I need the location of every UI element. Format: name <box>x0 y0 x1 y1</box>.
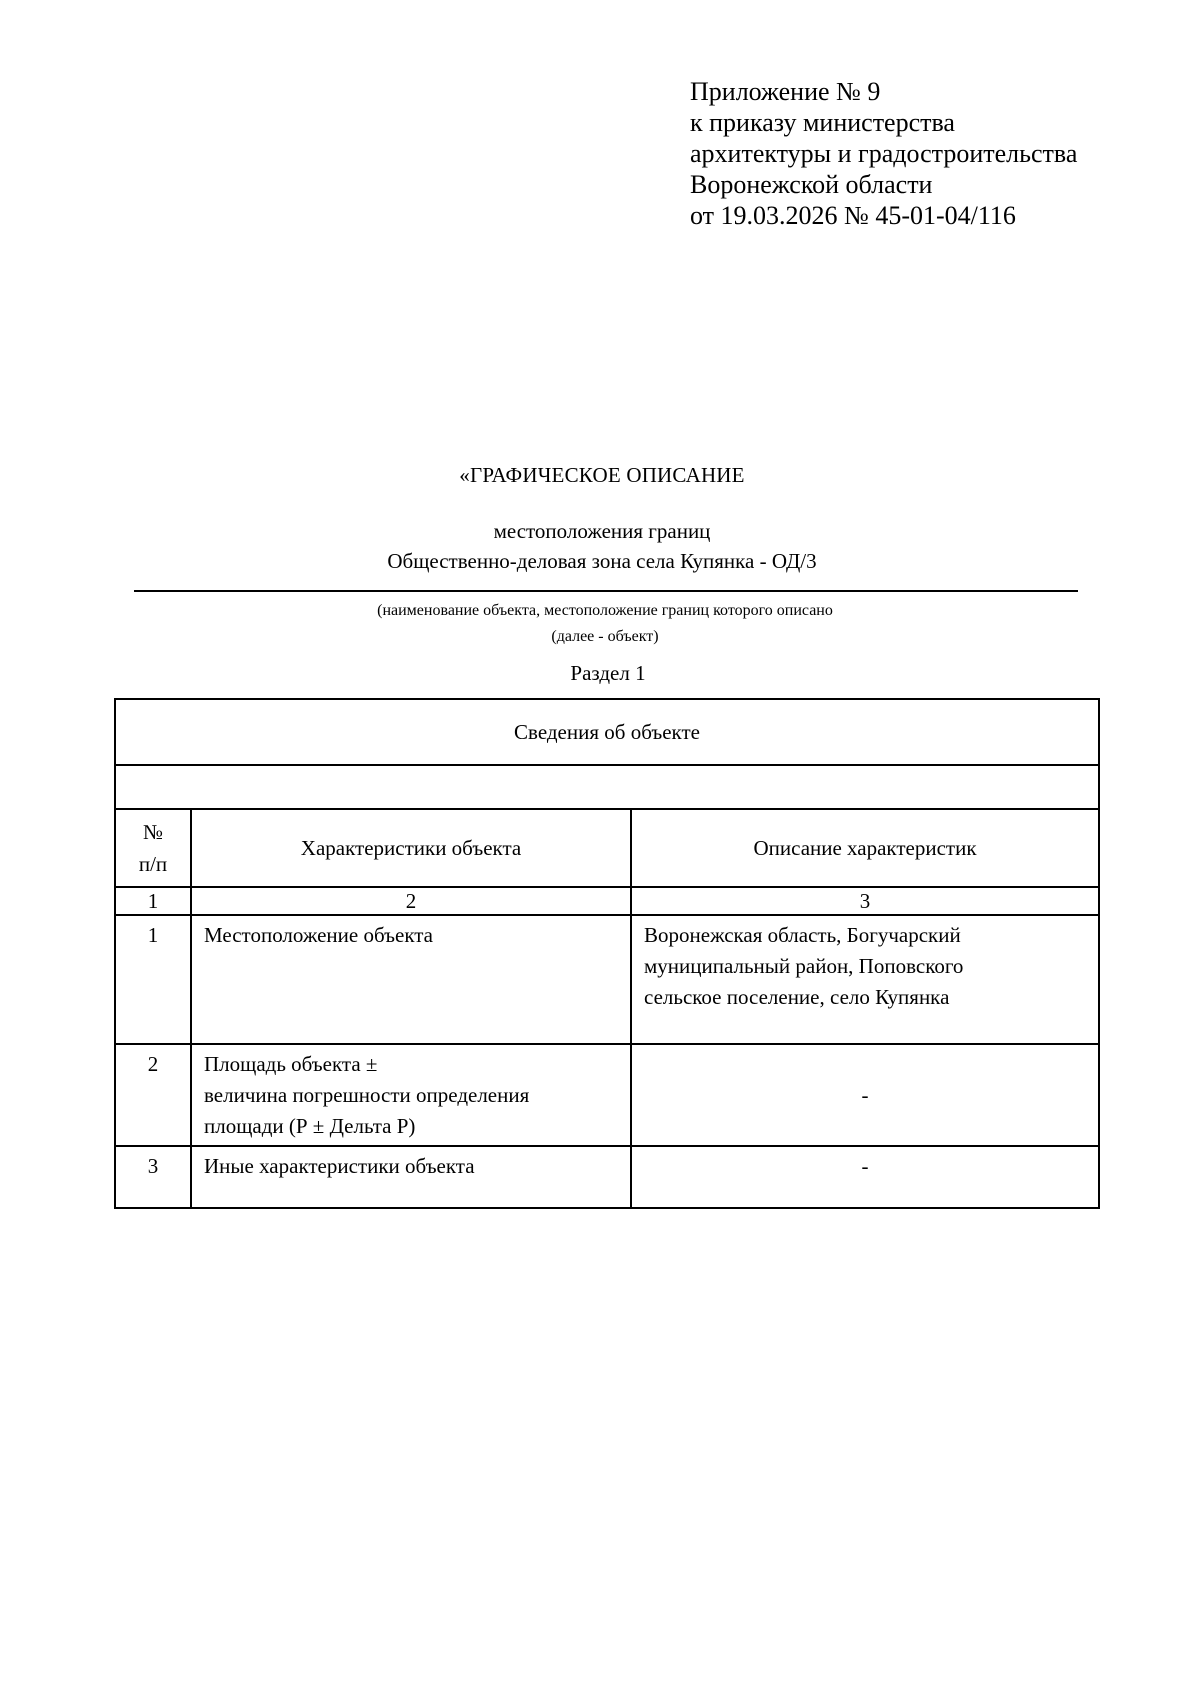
table-row <box>115 915 1099 1044</box>
blank-cell <box>115 765 1099 809</box>
section-label: Раздел 1 <box>570 661 646 685</box>
appendix-line: от 19.03.2026 № 45-01-04/116 <box>690 201 1016 230</box>
header-description: Описание характеристик <box>631 809 1099 887</box>
header-number <box>115 809 191 887</box>
document-subtitle <box>0 516 1200 576</box>
row-number: 1 <box>115 915 191 1044</box>
table-header-row <box>115 809 1099 887</box>
characteristic-line: площади (Р ± Дельта Р) <box>204 1114 416 1138</box>
appendix-line: архитектуры и градостроительства <box>690 139 1078 168</box>
description-line: Воронежская область, Богучарский <box>644 923 961 947</box>
subtitle-line-1: местоположения границ <box>493 519 711 543</box>
appendix-line: Воронежской области <box>690 170 933 199</box>
table-heading-row <box>115 699 1099 765</box>
row-description: - <box>631 1044 1099 1146</box>
description-line: муниципальный район, Поповского <box>644 954 964 978</box>
table-row <box>115 1044 1099 1146</box>
subtitle-line-2: Общественно-деловая зона села Купянка - ОД/3 <box>387 549 817 573</box>
column-number-row <box>115 887 1099 915</box>
row-characteristic: Местоположение объекта <box>191 915 631 1044</box>
column-number: 3 <box>631 887 1099 915</box>
document-title: «ГРАФИЧЕСКОЕ ОПИСАНИЕ <box>459 463 745 487</box>
appendix-line: Приложение № 9 <box>690 77 881 106</box>
column-number: 2 <box>191 887 631 915</box>
underline-divider <box>134 590 1078 592</box>
row-number: 3 <box>115 1146 191 1208</box>
caption-line-2: (далее - объект) <box>551 628 659 645</box>
table-row <box>115 1146 1099 1208</box>
appendix-line: к приказу министерства <box>690 108 955 137</box>
object-caption <box>0 598 1200 650</box>
description-line: сельское поселение, село Купянка <box>644 985 950 1009</box>
column-number: 1 <box>115 887 191 915</box>
row-characteristic <box>191 1044 631 1146</box>
header-number-line-2: п/п <box>138 852 168 876</box>
object-info-table <box>114 698 1100 1209</box>
header-number-line-1: № <box>142 820 164 844</box>
row-number: 2 <box>115 1044 191 1146</box>
row-description: - <box>631 1146 1099 1208</box>
header-characteristic: Характеристики объекта <box>191 809 631 887</box>
characteristic-line: величина погрешности определения <box>204 1083 530 1107</box>
row-characteristic: Иные характеристики объекта <box>191 1146 631 1208</box>
row-description <box>631 915 1099 1044</box>
table-blank-row <box>115 765 1099 809</box>
table-heading: Сведения об объекте <box>115 699 1099 765</box>
characteristic-line: Площадь объекта ± <box>204 1052 378 1076</box>
caption-line-1: (наименование объекта, местоположение границ которого описано <box>377 602 833 619</box>
appendix-header <box>690 76 1077 231</box>
